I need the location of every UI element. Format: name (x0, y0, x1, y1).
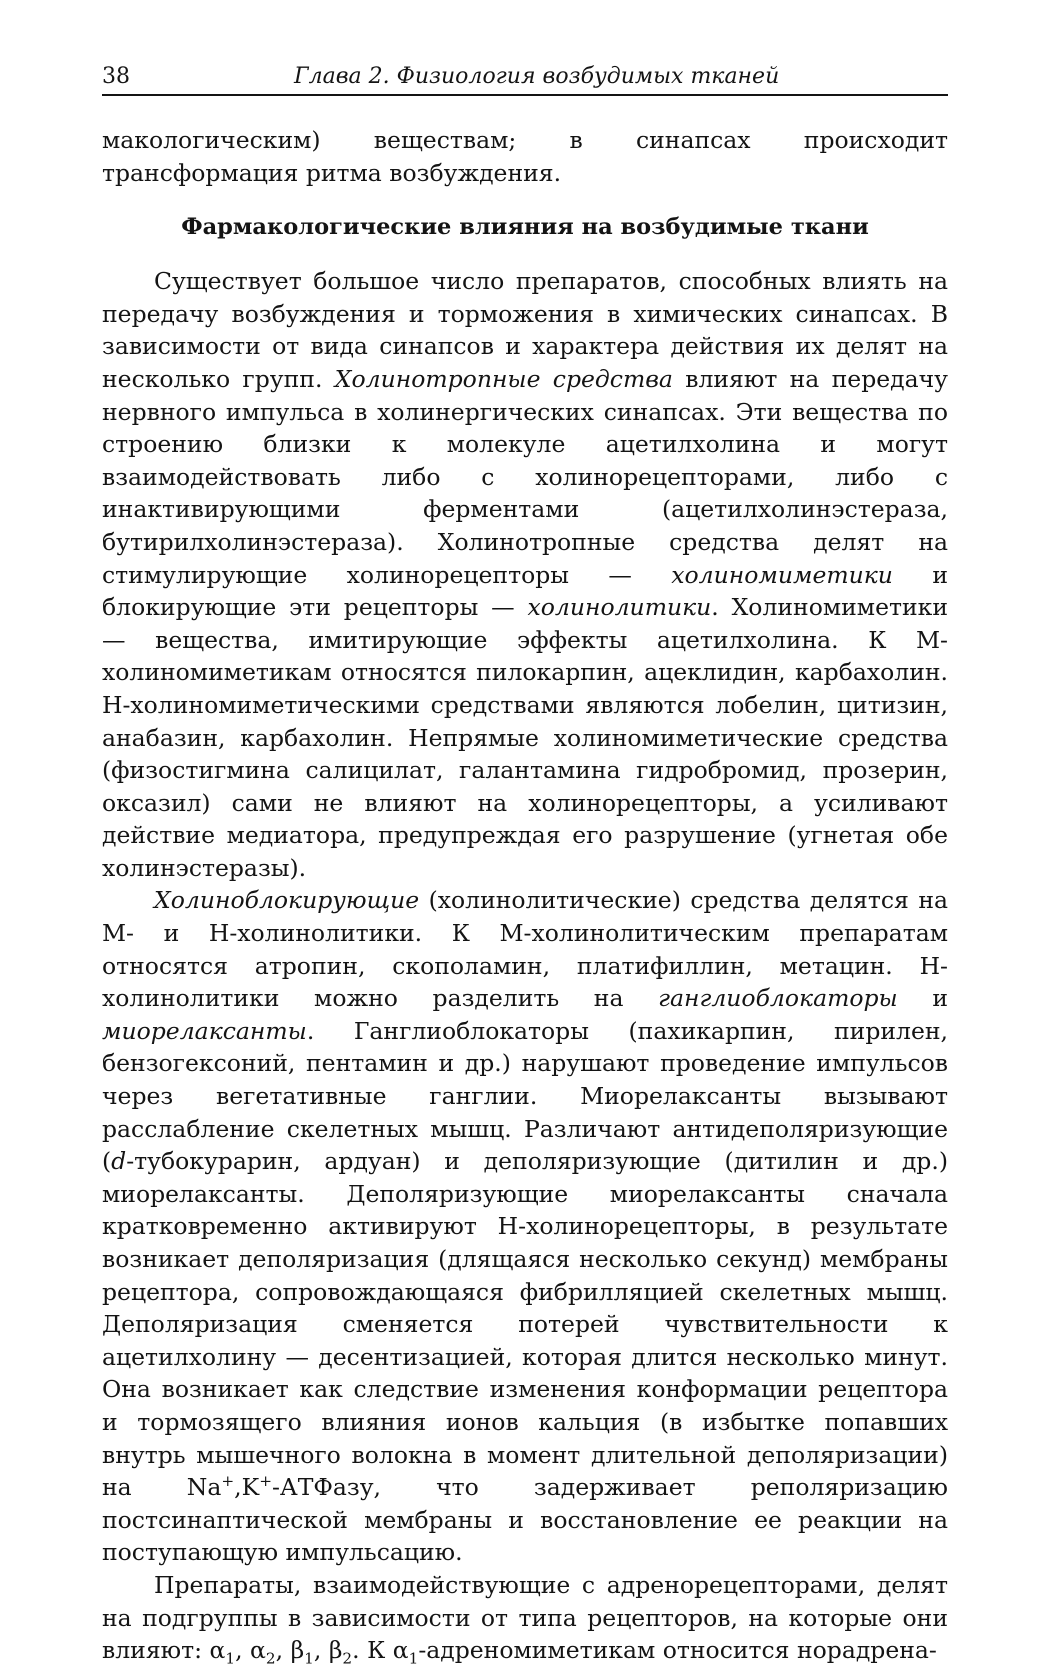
page-number: 38 (102, 64, 130, 89)
text-span: , β (313, 1636, 343, 1665)
section-heading: Фармакологические влияния на возбудимые ткани (181, 214, 869, 241)
book-page (102, 48, 948, 1667)
text-span: . Холиномиметики — вещества, имитирующие эффекты ацетилхолина. К М-холиномиметикам относятся пилокарпин, ацеклидин, карбахолин. Н-холиномиметическими средствами являются лобелин, цитизин, анабазин, карбахолин. Непрямые холиномиметические средства (физостигмина салицилат, галантамина гидробромид, прозерин, оксазил) сами не влияют на холинорецепторы, а усиливают действие медиатора, предупреждая его разрушение (угнетая обе холинэстеразы). (102, 593, 948, 882)
text-span: Существует большое число препаратов, способных влиять на передачу возбуждения и торможения в химических синапсах. В зависимости от вида синапсов и характера действия их делят на несколько групп. (102, 267, 948, 393)
paragraph-continuation: макологическим) веществам; в синапсах происходит трансформация ритма возбуждения. (102, 126, 948, 187)
italic-term: Холинотропные средства (334, 364, 673, 393)
paragraph-cholinotropic (102, 265, 948, 884)
page-body (102, 124, 948, 1667)
running-header (102, 48, 948, 96)
text-span: (холинолитические) средства делятся на М- и Н-холинолитики. К М-холинолитическим препаратам относятся атропин, скополамин, платифиллин, метацин. Н-холинолитики можно разделить на (102, 886, 948, 1013)
italic-term: холинолитики (527, 593, 712, 622)
italic-term: холиномиметики (671, 560, 893, 589)
text-span: , β (275, 1636, 305, 1665)
text-span: ,K (234, 1473, 260, 1502)
text-span: -адреномиметикам относится норадрена- (418, 1636, 937, 1665)
subscript: 1 (408, 1649, 419, 1668)
superscript: + (259, 1472, 272, 1491)
text-span: . Ганглиоблокаторы (пахикарпин, пирилен, бензогексоний, пентамин и др.) нарушают проведение импульсов через вегетативные ганглии. Миорелаксанты вызывают расслабление скелетных мышц. Различают антидеполяризующие ( (102, 1016, 948, 1176)
text-span: . К α (352, 1636, 409, 1665)
subscript: 1 (304, 1649, 314, 1668)
italic-term: Холиноблокирующие (154, 886, 420, 915)
text-span: -АТФазу, что задерживает реполяризацию постсинаптической мембраны и восстановление ее реакции на поступающую импульсацию. (102, 1473, 948, 1567)
paragraph-cholinoblockers (102, 884, 948, 1568)
subscript: 2 (342, 1649, 353, 1668)
paragraph-adrenergic (102, 1569, 948, 1667)
text-span: , α (235, 1636, 266, 1665)
text-span: -тубокурарин, ардуан) и деполяризующие (дитилин и др.) миорелаксанты. Деполяризующие миорелаксанты сначала кратковременно активируют Н-холинорецепторы, в результате возникает деполяризация (длящаяся несколько секунд) мембраны рецептора, сопровождающаяся фибрилляцией скелетных мышц. Деполяризация сменяется потерей чувствительности к ацетилхолину — десентизацией, которая длится несколько минут. Она возникает как следствие изменения конформации рецептора и тормозящего влияния ионов кальция (в избытке попавших внутрь мышечного волокна в момент длительной деполяризации) на Na (102, 1147, 948, 1502)
chapter-title: Глава 2. Физиология возбудимых тканей (294, 64, 780, 89)
subscript: 1 (225, 1649, 236, 1668)
italic-term: d (111, 1147, 127, 1176)
text-span: Препараты, взаимодействующие с адренорецепторами, делят на подгруппы в зависимости от типа рецепторов, на которые они влияют: α (102, 1570, 948, 1665)
text-span: и (897, 984, 948, 1013)
italic-term: миорелаксанты (102, 1016, 307, 1045)
text-span: влияют на передачу нервного импульса в холинергических синапсах. Эти вещества по строению близки к молекуле ацетилхолина и могут взаимодействовать либо с холинорецепторами, либо с инактивирующими ферментами (ацетилхолинэстераза, бутирилхолинэстераза). Холинотропные средства делят на стимулирующие холинорецепторы — (102, 364, 948, 589)
superscript: + (221, 1472, 235, 1491)
italic-term: ганглиоблокаторы (658, 984, 898, 1013)
text-span: и блокирующие эти рецепторы — (102, 560, 948, 622)
subscript: 2 (265, 1649, 276, 1668)
